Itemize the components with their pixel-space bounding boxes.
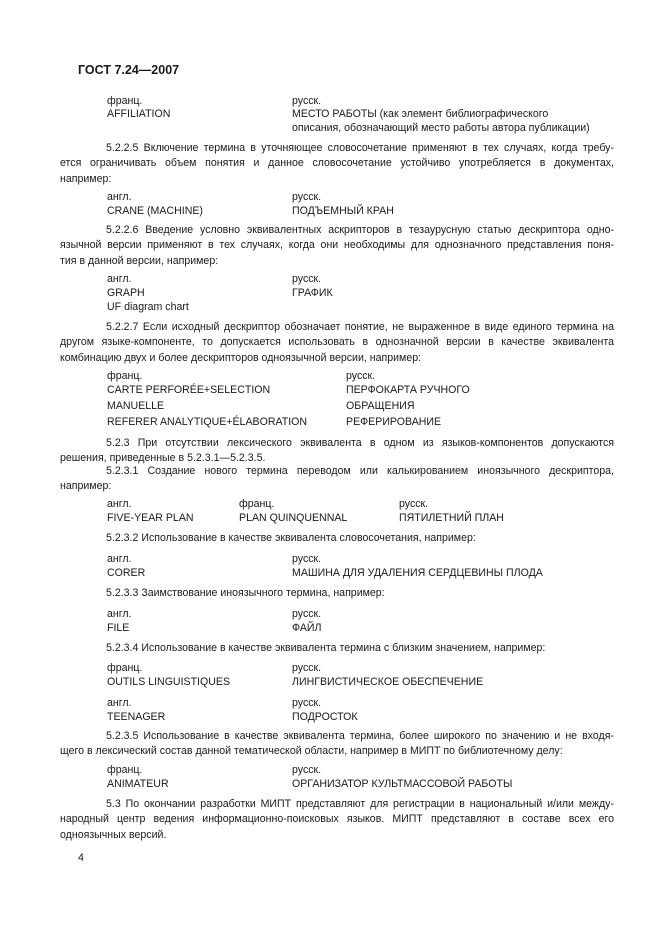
term: ПЯТИЛЕТНИЙ ПЛАН <box>399 512 504 524</box>
lang-label: русск. <box>292 608 322 620</box>
term: РЕФЕРИРОВАНИЕ <box>346 416 442 428</box>
term: FIVE-YEAR PLAN <box>107 512 194 524</box>
lang-label: англ. <box>107 273 132 285</box>
lang-label: англ. <box>107 553 132 565</box>
page-number: 4 <box>78 852 84 864</box>
lang-label: русск. <box>292 697 322 709</box>
lang-label: русск. <box>292 191 322 203</box>
term: ПЕРФОКАРТА РУЧНОГО <box>346 384 470 396</box>
paragraph-5-2-3-1: 5.2.3.1 Создание нового термина переводом или калькированием иноязычного дескриптора, например: <box>60 465 614 493</box>
lang-label: русск. <box>292 662 322 674</box>
lang-label: русск. <box>399 498 429 510</box>
term: CARTE PERFORÉE+SELECTION <box>107 384 271 396</box>
term: MANUELLE <box>107 400 165 412</box>
paragraph-5-2-3-5: 5.2.3.5 Использование в качестве эквивалента термина, более широкого по значению и не входя- щего в лексический состав данной тематической области, например в МИПТ по библиотечному делу: <box>60 730 614 758</box>
lang-label: англ. <box>107 498 132 510</box>
paragraph-5-2-3: 5.2.3 При отсутствии лексического эквивалента в одном из языков-компонентов допускаются решения, приведенные в 5.2.3.1—5.2.3.5. <box>60 437 614 465</box>
lang-label: франц. <box>107 95 143 107</box>
term: ГРАФИК <box>292 287 333 299</box>
lang-label: русск. <box>292 273 322 285</box>
document-header: ГОСТ 7.24—2007 <box>78 63 180 77</box>
paragraph-5-2-3-2: 5.2.3.2 Использование в качестве эквивалента словосочетания, например: <box>106 532 476 544</box>
lang-label: франц. <box>107 370 143 382</box>
paragraph-5-2-2-5: 5.2.2.5 Включение термина в уточняющее словосочетание применяют в тех случаях, когда требу- ется ограничивать объем понятия и данное словосочетание устойчиво употребляется в документах, например: <box>60 142 614 185</box>
lang-label: русск. <box>346 370 376 382</box>
term: FILE <box>107 622 130 634</box>
paragraph-5-2-3-3: 5.2.3.3 Заимствование иноязычного термина, например: <box>106 587 385 599</box>
paragraph-5-2-2-6: 5.2.2.6 Введение условно эквивалентных аскрипторов в тезаурусную статью дескриптора одно- язычной версии применяют в тех случаях, когда они необходимы для однозначного представления поня- тия в данной версии, например: <box>60 224 614 267</box>
term: CRANE (MACHINE) <box>107 205 203 217</box>
term: МАШИНА ДЛЯ УДАЛЕНИЯ СЕРДЦЕВИНЫ ПЛОДА <box>292 567 543 579</box>
term-uf: UF diagram chart <box>107 301 189 313</box>
lang-label: русск. <box>292 95 322 107</box>
lang-label: франц. <box>107 764 143 776</box>
term: OUTILS LINGUISTIQUES <box>107 676 231 688</box>
term: описания, обозначающий место работы автора публикации) <box>292 122 590 134</box>
term: ПОДРОСТОК <box>292 711 358 723</box>
paragraph-5-2-2-7: 5.2.2.7 Если исходный дескриптор обозначает понятие, не выраженное в виде единого термина на другом языке-компоненте, то допускается использовать в однозначной версии в качестве эквивалента комбинацию двух и более дескрипторов одноязычной версии, например: <box>60 321 614 364</box>
term: GRAPH <box>107 287 145 299</box>
term: ОРГАНИЗАТОР КУЛЬТМАССОВОЙ РАБОТЫ <box>292 778 513 790</box>
term: ФАЙЛ <box>292 622 322 634</box>
lang-label: англ. <box>107 608 132 620</box>
term: ПОДЪЕМНЫЙ КРАН <box>292 205 394 217</box>
lang-label: франц. <box>107 662 143 674</box>
term: ЛИНГВИСТИЧЕСКОЕ ОБЕСПЕЧЕНИЕ <box>292 676 484 688</box>
paragraph-5-3: 5.3 По окончании разработки МИПТ представляют для регистрации в национальный и/или между- народный центр ведения информационно-поисковых языков. МИПТ представляют в составе всех его одноязычных версий. <box>60 798 614 841</box>
lang-label: русск. <box>292 764 322 776</box>
term: REFERER ANALYTIQUE+ÉLABORATION <box>107 416 308 428</box>
lang-label: русск. <box>292 553 322 565</box>
lang-label: англ. <box>107 191 132 203</box>
term: PLAN QUINQUENNAL <box>239 512 348 524</box>
term: МЕСТО РАБОТЫ (как элемент библиографического <box>292 108 549 120</box>
term: TEENAGER <box>107 711 166 723</box>
term: ОБРАЩЕНИЯ <box>346 400 415 412</box>
term: CORER <box>107 567 146 579</box>
lang-label: англ. <box>107 697 132 709</box>
lang-label: франц. <box>239 498 275 510</box>
paragraph-5-2-3-4: 5.2.3.4 Использование в качестве эквивалента термина с близким значением, например: <box>106 642 546 654</box>
term: AFFILIATION <box>107 108 171 120</box>
term: ANIMATEUR <box>107 778 169 790</box>
